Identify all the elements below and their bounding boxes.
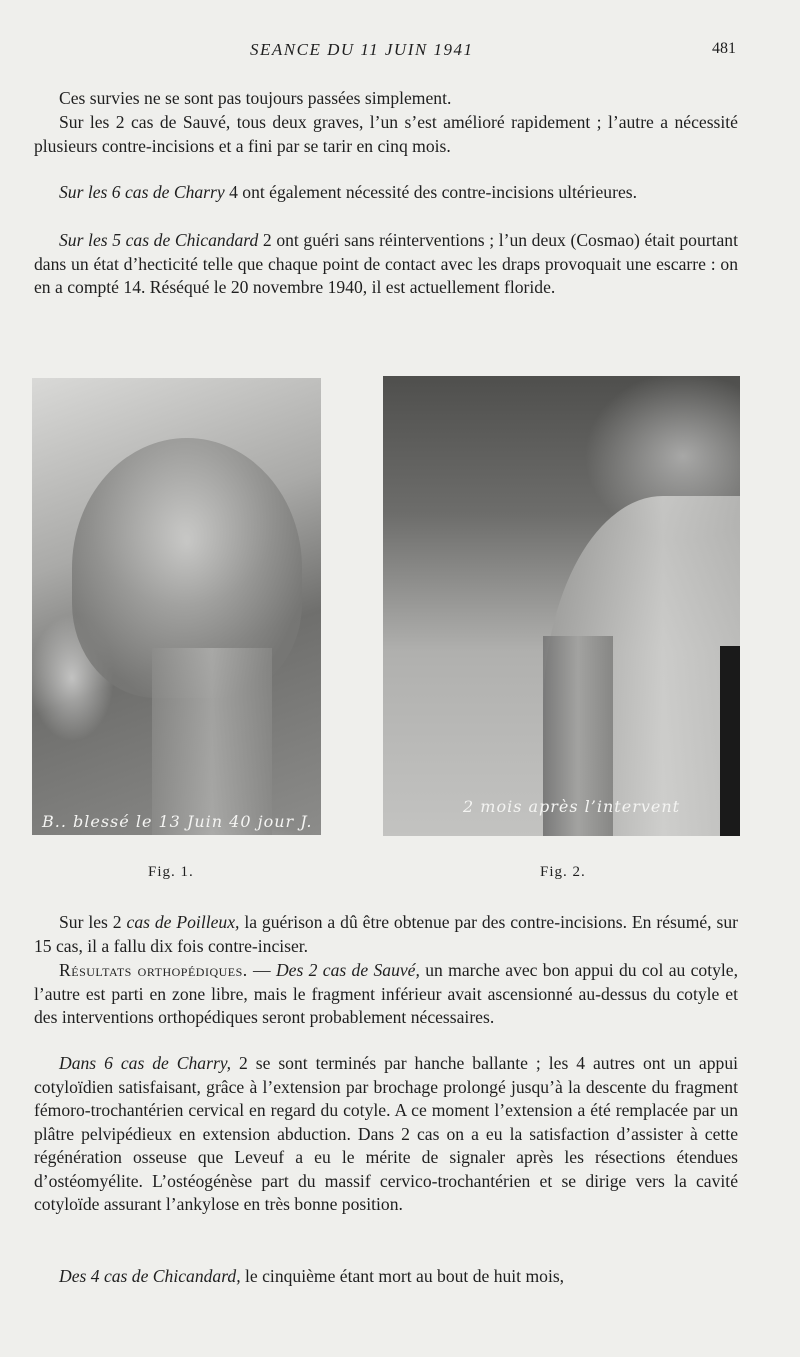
italic-case-name: cas de Poilleux, — [126, 912, 240, 932]
dark-edge-shape — [720, 646, 740, 836]
running-header — [0, 40, 800, 64]
italic-case-name: Sur les 5 cas de Chicandard — [59, 230, 259, 250]
figure-2-handwriting: 2 mois après l’intervent — [463, 797, 681, 816]
paragraph-2 — [34, 111, 738, 158]
figure-1-handwriting: B.. blessé le 13 Juin 40 jour J. — [42, 812, 313, 831]
italic-case-name: Des 4 cas de Chicandard, — [59, 1266, 241, 1286]
figure-1-xray — [32, 378, 321, 835]
italic-case-name: Dans 6 cas de Charry, — [59, 1053, 232, 1073]
paragraph-text: 2 se sont terminés par hanche ballante ; les 4 autres ont un appui cotyloïdien satisfaisant, grâce à l’extension par brochage prolongé jusqu’à la descente du fragment fémoro-trochantérien cervical en regard du cotyle. A ce moment l’extension a été remplacée par un plâtre pelvipédieux en extension abduction. Dans 2 cas on a eu la satisfaction d’assister à cette régénération osseuse que Leveuf a eu le mérite de signaler après les résections étendues d’ostéomyélite. L’ostéogénèse part du massif cervico-trochantérien et se dirige vers la cavité cotyloïde assurant l’ankylose en très bonne position. — [34, 1053, 738, 1214]
paragraph-6 — [34, 959, 738, 1030]
paragraph-text: Ces survies ne se sont pas toujours passées simplement. — [59, 88, 452, 108]
paragraph-4 — [34, 229, 738, 300]
figure-1-caption: Fig. 1. — [148, 864, 194, 880]
figure-2-caption: Fig. 2. — [540, 864, 586, 880]
page-number: 481 — [712, 40, 736, 57]
header-title: SEANCE DU 11 JUIN 1941 — [250, 40, 474, 59]
italic-case-name: Des 2 cas de Sauvé, — [275, 960, 420, 980]
paragraph-5 — [34, 911, 738, 958]
paragraph-text: Sur les 2 cas de Sauvé, tous deux graves, l’un s’est amélioré rapidement ; l’autre a nécessité plusieurs contre-incisions et a fini par se tarir en cinq mois. — [34, 112, 738, 156]
paragraph-7 — [34, 1052, 738, 1217]
femur-shaft-shape — [152, 648, 272, 835]
italic-case-name: Sur les 6 cas de Charry — [59, 182, 225, 202]
paragraph-text: Sur les 2 — [59, 912, 127, 932]
paragraph-text: 4 ont également nécessité des contre-incisions ultérieures. — [224, 182, 638, 202]
paragraph-8 — [34, 1265, 738, 1289]
section-heading: Résultats orthopédiques. — [59, 960, 248, 980]
paragraph-1 — [34, 87, 738, 111]
paragraph-3 — [34, 181, 738, 205]
paragraph-text: la guérison a dû être obtenue par des contre-incisions. En résumé, sur 15 cas, il a fallu dix fois contre-inciser. — [34, 912, 738, 956]
paragraph-text: le cinquième étant mort au bout de huit mois, — [240, 1266, 565, 1286]
paragraph-text: 2 ont guéri sans réinterventions ; l’un deux (Cosmao) était pourtant dans un état d’hecticité telle que chaque point de contact avec les draps provoquait une escarre : on en a compté 14. Réséqué le 20 novembre 1940, il est actuellement floride. — [34, 230, 738, 297]
dash: — — [247, 960, 276, 980]
figure-2-xray — [383, 376, 740, 836]
paragraph-text: un marche avec bon appui du col au cotyle, l’autre est parti en zone libre, mais le fragment inférieur avait ascensionné au-dessus du cotyle et des interventions orthopédiques seront probablement nécessaires. — [34, 960, 739, 1027]
